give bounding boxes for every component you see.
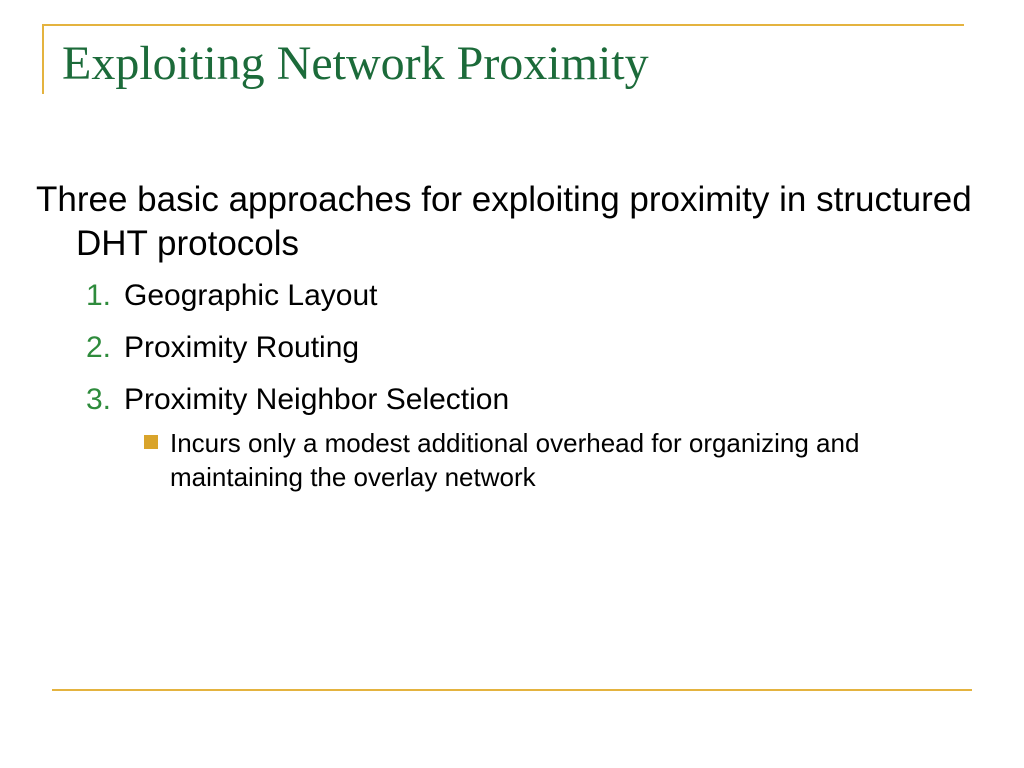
approach-number: 1. [86, 279, 112, 312]
approach-item [86, 374, 996, 426]
approach-item [86, 270, 996, 322]
sub-bullet-item [144, 426, 944, 494]
slide-title: Exploiting Network Proximity [62, 37, 649, 90]
approach-label: Proximity Neighbor Selection [124, 383, 510, 416]
frame-bottom-line [52, 689, 972, 691]
approach-number: 2. [86, 331, 112, 364]
frame-top-line [42, 24, 964, 26]
approach-list [36, 270, 996, 426]
sub-bullet-text: Incurs only a modest additional overhead for organizing and maintaining the overlay network [170, 428, 860, 492]
sub-bullet-list [36, 426, 996, 494]
approach-item [86, 322, 996, 374]
intro-text: Three basic approaches for exploiting proximity in structured DHT protocols [36, 180, 972, 263]
frame-left-line [42, 24, 44, 94]
approach-label: Geographic Layout [124, 279, 378, 312]
approach-number: 3. [86, 383, 112, 416]
slide-body [36, 178, 996, 494]
approach-label: Proximity Routing [124, 331, 360, 364]
square-bullet-icon [144, 435, 158, 449]
